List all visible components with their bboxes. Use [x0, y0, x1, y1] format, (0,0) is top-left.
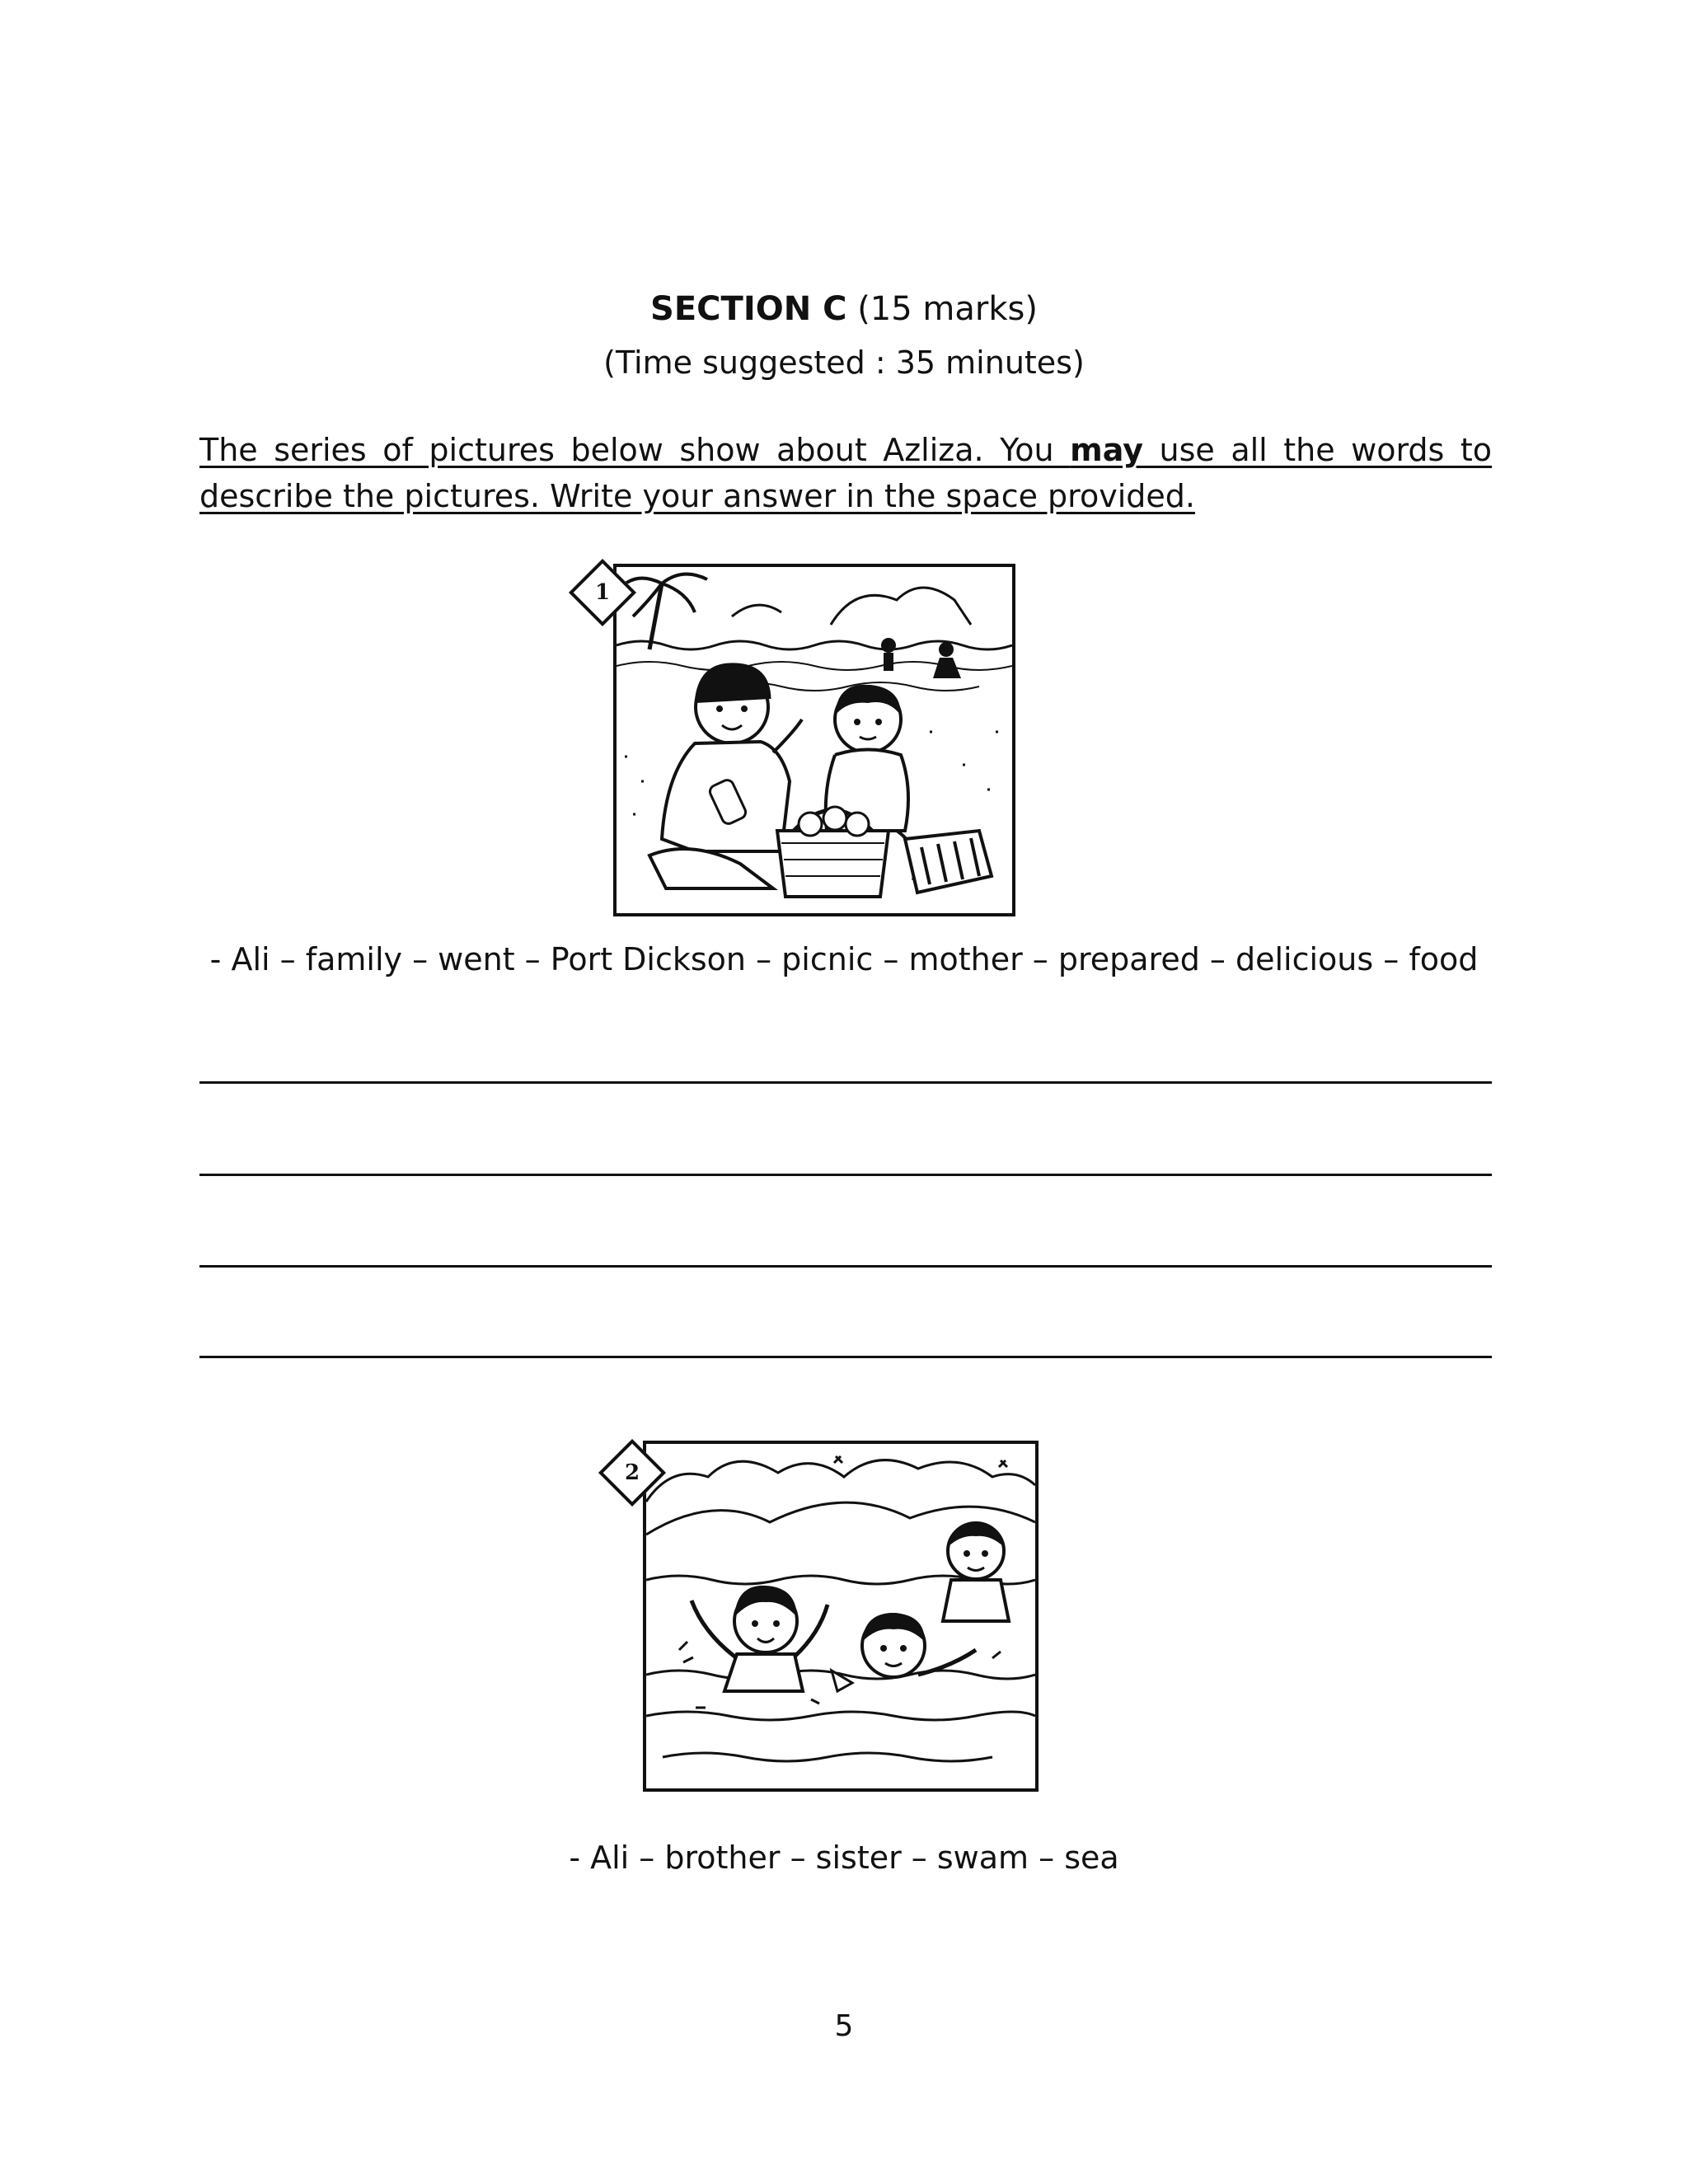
answer-line[interactable]	[199, 1356, 1492, 1358]
picture-1-number: 1	[594, 580, 611, 605]
picture-1-frame	[613, 564, 1015, 916]
section-marks: (15 marks)	[857, 290, 1038, 328]
instructions	[199, 427, 1492, 519]
section-title	[0, 290, 1688, 328]
instructions-part2: use all the words to describe the pictures. Write your answer in the space provided.	[199, 432, 1493, 514]
instructions-part1: The series of pictures below show about Azliza. You	[199, 432, 1071, 468]
time-suggested: (Time suggested : 35 minutes)	[603, 344, 1085, 381]
picture-1	[554, 552, 1015, 923]
section-label: SECTION C	[650, 290, 847, 328]
swimming-illustration	[646, 1444, 1035, 1788]
page-number: 5	[834, 2009, 854, 2043]
picture-2-number: 2	[624, 1460, 640, 1485]
answer-line[interactable]	[199, 1081, 1492, 1084]
answer-line[interactable]	[199, 1174, 1492, 1176]
picnic-illustration	[617, 567, 1012, 913]
instructions-emphasis: may	[1070, 432, 1144, 468]
picture-1-words: - Ali – family – went – Port Dickson – picnic – mother – prepared – delicious – food	[209, 941, 1479, 977]
picture-2-frame	[643, 1441, 1039, 1792]
picture-2-words: - Ali – brother – sister – swam – sea	[569, 1840, 1119, 1876]
picture-2	[584, 1431, 1045, 1802]
answer-line[interactable]	[199, 1265, 1492, 1268]
